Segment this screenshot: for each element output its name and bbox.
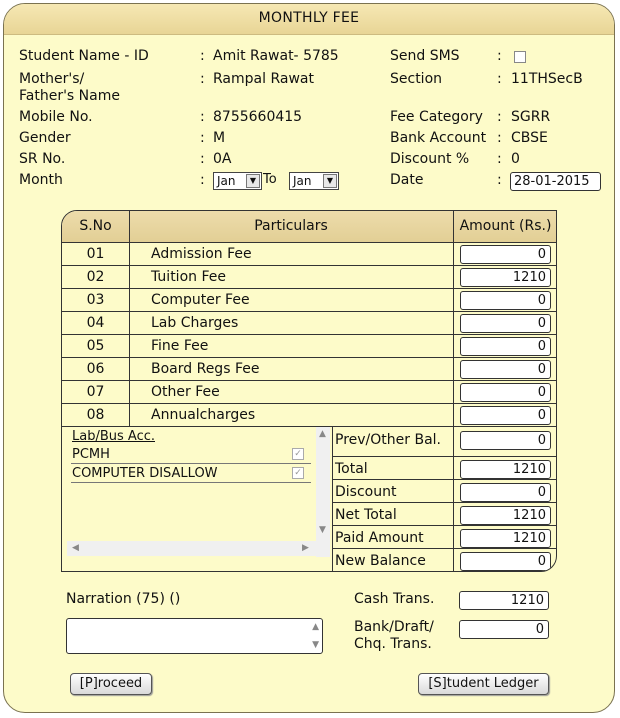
summary-divider xyxy=(453,426,454,572)
section-label: Section xyxy=(390,71,443,87)
month-from-value: Jan xyxy=(217,174,236,188)
bank-account-value: CBSE xyxy=(511,130,548,146)
chevron-down-icon: ▼ xyxy=(246,174,260,188)
fee-table-header xyxy=(62,211,556,243)
fee-amount-input[interactable]: 0 xyxy=(460,245,551,264)
date-input[interactable]: 28-01-2015 xyxy=(510,172,601,191)
colon: : xyxy=(200,71,205,87)
net-total-input[interactable]: 1210 xyxy=(460,506,551,525)
fee-row-sno: 03 xyxy=(86,292,105,308)
student-name-value: Amit Rawat- 5785 xyxy=(213,48,339,64)
gender-value: M xyxy=(213,130,226,146)
fee-amount-input[interactable]: 1210 xyxy=(460,268,551,287)
fee-row xyxy=(62,335,556,358)
bank-trans-label-line1: Bank/Draft/ xyxy=(354,619,434,635)
scroll-down-icon[interactable]: ▼ xyxy=(319,525,326,535)
fee-row-name: Fine Fee xyxy=(151,338,209,354)
list-item-label: COMPUTER DISALLOW xyxy=(72,466,218,481)
fee-row xyxy=(62,358,556,381)
fee-amount-input[interactable]: 0 xyxy=(460,291,551,310)
colon: : xyxy=(497,151,502,167)
summary-row-divider xyxy=(332,502,557,503)
fee-row-name: Admission Fee xyxy=(151,246,252,262)
month-to-label: To xyxy=(263,172,277,187)
parent-label-line1: Mother's/ xyxy=(19,71,85,87)
column-divider xyxy=(453,211,454,426)
column-divider xyxy=(129,211,130,426)
fee-row-name: Other Fee xyxy=(151,384,220,400)
sr-value: 0A xyxy=(213,151,232,167)
colon: : xyxy=(200,151,205,167)
colon: : xyxy=(497,109,502,125)
colon: : xyxy=(497,130,502,146)
section-value: 11THSecB xyxy=(511,71,583,87)
cash-trans-input[interactable]: 1210 xyxy=(459,591,549,610)
fee-row-name: Lab Charges xyxy=(151,315,239,331)
fee-row-name: Tuition Fee xyxy=(151,269,226,285)
month-to-value: Jan xyxy=(293,174,312,188)
bank-trans-input[interactable]: 0 xyxy=(459,620,549,639)
parent-label-line2: Father's Name xyxy=(19,88,120,104)
scroll-down-icon[interactable]: ▼ xyxy=(312,640,319,650)
fee-row-sno: 05 xyxy=(86,338,105,354)
fee-row xyxy=(62,312,556,335)
pcmh-checkbox[interactable]: ✓ xyxy=(292,448,304,460)
discount-percent-label: Discount % xyxy=(390,151,470,167)
scroll-up-icon[interactable]: ▲ xyxy=(319,429,326,439)
vertical-scrollbar[interactable] xyxy=(316,427,330,557)
summary-row-divider xyxy=(332,456,557,457)
fee-row-sno: 04 xyxy=(86,315,105,331)
prev-balance-input[interactable]: 0 xyxy=(460,431,551,450)
header-particulars: Particulars xyxy=(254,218,328,234)
student-name-label: Student Name - ID xyxy=(19,48,149,64)
fee-category-label: Fee Category xyxy=(390,109,483,125)
colon: : xyxy=(497,172,502,188)
fee-row xyxy=(62,243,556,266)
colon: : xyxy=(200,172,205,188)
new-balance-input[interactable]: 0 xyxy=(460,552,551,571)
fee-row xyxy=(62,289,556,312)
fee-category-value: SGRR xyxy=(511,109,551,125)
new-balance-label: New Balance xyxy=(335,553,426,569)
fee-amount-input[interactable]: 0 xyxy=(460,383,551,402)
fee-row-name: Computer Fee xyxy=(151,292,250,308)
mobile-label: Mobile No. xyxy=(19,109,93,125)
colon: : xyxy=(200,130,205,146)
cash-trans-label: Cash Trans. xyxy=(354,591,435,607)
month-to-select[interactable] xyxy=(289,172,339,190)
paid-amount-input[interactable]: 1210 xyxy=(460,529,551,548)
fee-row-sno: 02 xyxy=(86,269,105,285)
header-amount: Amount (Rs.) xyxy=(459,218,552,234)
fee-row xyxy=(62,404,556,427)
lab-bus-list[interactable] xyxy=(67,427,330,557)
chevron-down-icon: ▼ xyxy=(323,174,337,188)
student-ledger-button[interactable]: [S]tudent Ledger xyxy=(418,673,549,695)
list-divider xyxy=(71,463,311,464)
proceed-button[interactable]: [P]roceed xyxy=(70,673,152,695)
fee-amount-input[interactable]: 0 xyxy=(460,337,551,356)
narration-input[interactable] xyxy=(66,618,323,654)
month-from-select[interactable] xyxy=(213,172,262,190)
colon: : xyxy=(497,48,502,64)
summary-row-divider xyxy=(332,548,557,549)
computer-disallow-checkbox[interactable]: ✓ xyxy=(292,467,304,479)
send-sms-label: Send SMS xyxy=(390,48,460,64)
narration-label: Narration (75) () xyxy=(66,591,181,607)
fee-amount-input[interactable]: 0 xyxy=(460,314,551,333)
summary-divider xyxy=(332,426,333,572)
net-total-label: Net Total xyxy=(335,507,397,523)
fee-row-name: Annualcharges xyxy=(151,407,256,423)
sr-label: SR No. xyxy=(19,151,66,167)
fee-row-sno: 06 xyxy=(86,361,105,377)
scroll-right-icon[interactable]: ▶ xyxy=(302,543,309,553)
prev-balance-label: Prev/Other Bal. xyxy=(335,432,441,448)
discount-percent-value: 0 xyxy=(511,151,520,167)
header-sno: S.No xyxy=(79,218,112,234)
bank-trans-label-line2: Chq. Trans. xyxy=(354,636,432,652)
colon: : xyxy=(200,109,205,125)
total-input[interactable]: 1210 xyxy=(460,460,551,479)
fee-row xyxy=(62,266,556,289)
lab-bus-heading: Lab/Bus Acc. xyxy=(72,429,155,444)
gender-label: Gender xyxy=(19,130,71,146)
list-divider xyxy=(71,482,311,483)
discount-label: Discount xyxy=(335,484,397,500)
fee-row-name: Board Regs Fee xyxy=(151,361,260,377)
fee-row-sno: 07 xyxy=(86,384,105,400)
fee-row-sno: 01 xyxy=(86,246,105,262)
parent-name-value: Rampal Rawat xyxy=(213,71,314,87)
colon: : xyxy=(200,48,205,64)
month-label: Month xyxy=(19,172,63,188)
fee-row xyxy=(62,381,556,404)
scroll-left-icon[interactable]: ◀ xyxy=(72,543,79,553)
fee-amount-input[interactable]: 0 xyxy=(460,406,551,425)
bank-account-label: Bank Account xyxy=(390,130,487,146)
total-label: Total xyxy=(335,461,368,477)
colon: : xyxy=(497,71,502,87)
discount-input[interactable]: 0 xyxy=(460,483,551,502)
mobile-value: 8755660415 xyxy=(213,109,303,125)
fee-row-sno: 08 xyxy=(86,407,105,423)
summary-row-divider xyxy=(332,479,557,480)
list-item-label: PCMH xyxy=(72,447,110,462)
summary-row-divider xyxy=(332,525,557,526)
form-title: MONTHLY FEE xyxy=(4,4,614,35)
date-label: Date xyxy=(390,172,424,188)
scroll-up-icon[interactable]: ▲ xyxy=(312,622,319,632)
paid-amount-label: Paid Amount xyxy=(335,530,424,546)
horizontal-scrollbar[interactable] xyxy=(67,541,316,556)
fee-amount-input[interactable]: 0 xyxy=(460,360,551,379)
send-sms-checkbox[interactable] xyxy=(514,51,526,63)
